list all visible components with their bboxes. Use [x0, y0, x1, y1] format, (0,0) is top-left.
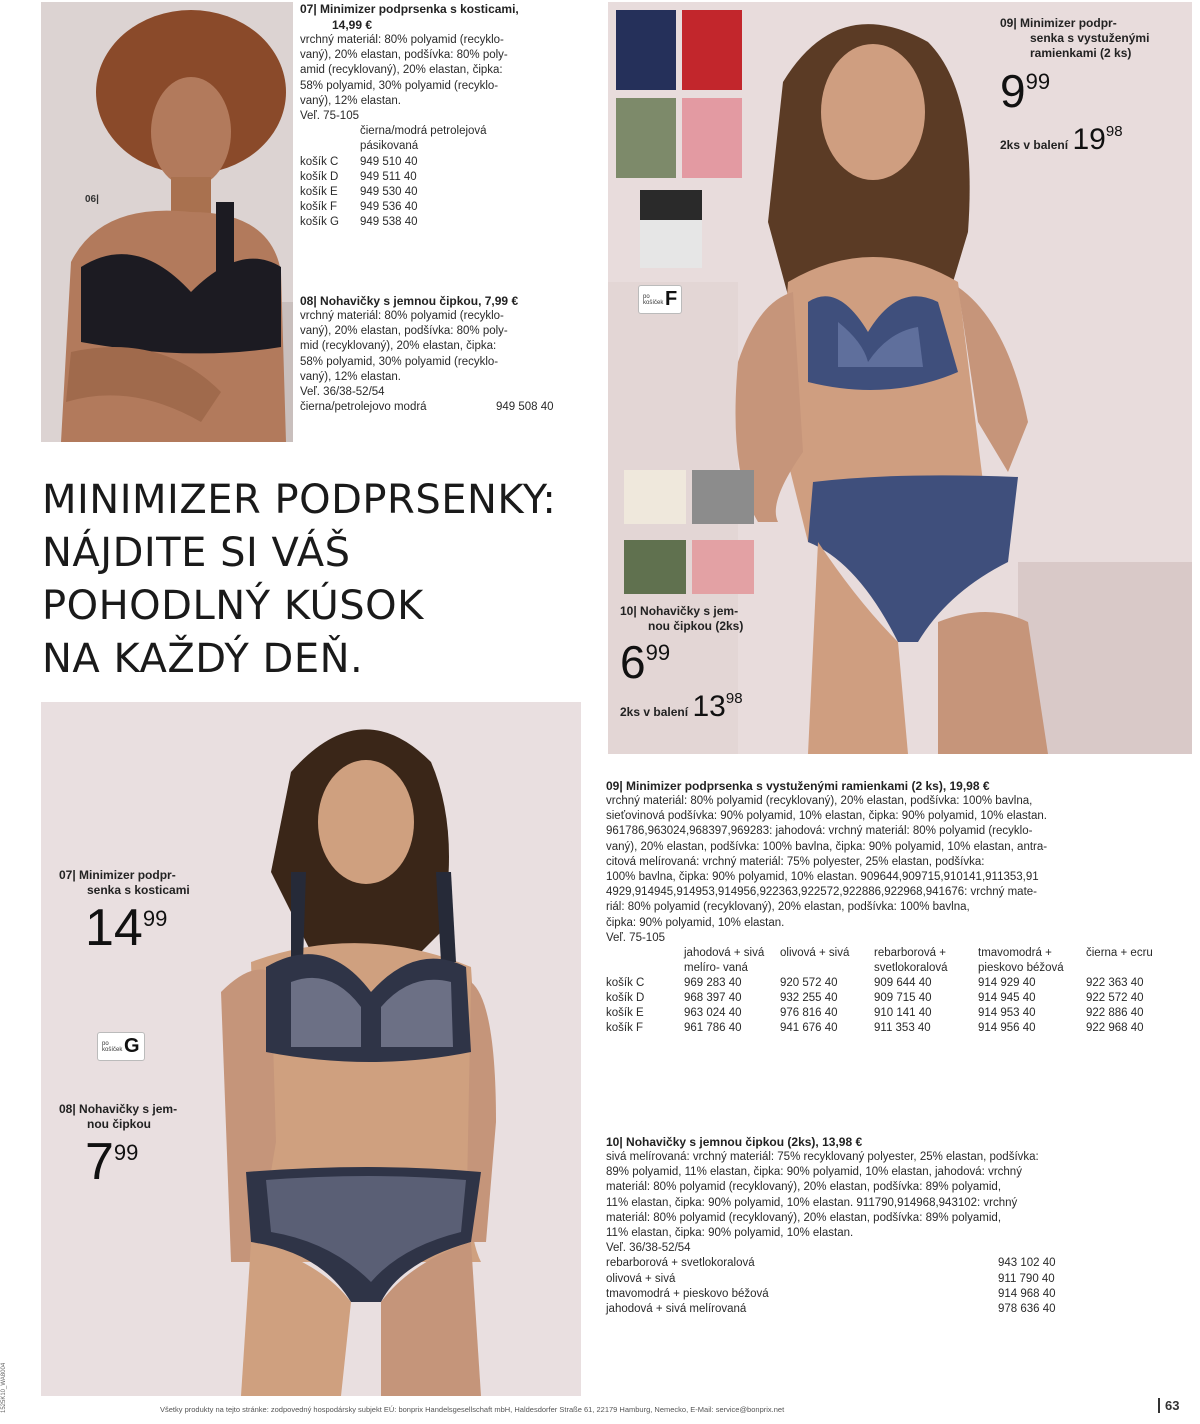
product-08-heading: 08| Nohavičky s jemnou čipkou, 7,99 € — [300, 294, 519, 308]
article-code: 922 968 40 — [1086, 1022, 1144, 1035]
column-header: jahodová + sivá melíro- vaná — [684, 947, 765, 975]
product-10-heading: 10| Nohavičky s jemnou čipkou (2ks), 13,98 € — [606, 1135, 863, 1149]
tag-name-line: nou čipkou — [87, 1117, 151, 1131]
price-int: 9 — [1000, 65, 1026, 117]
pack-label: 2ks v balení — [620, 705, 689, 719]
article-code: 911 353 40 — [874, 1022, 931, 1035]
cup-row — [300, 215, 600, 230]
color-name: jahodová + sivá melírovaná — [606, 1303, 747, 1316]
tag-name-line: 10| Nohavičky s jem- — [620, 604, 739, 618]
pack-dec: 98 — [725, 690, 743, 707]
material-line: 58% polyamid, 30% polyamid (recyklo- — [300, 79, 499, 92]
material-line: čipka: 90% polyamid, 10% elastan. — [606, 916, 785, 929]
color-row — [606, 1272, 1194, 1287]
product-08-material — [300, 309, 600, 415]
article-code: 968 397 40 — [684, 992, 742, 1005]
material-line: 11% elastan, čipka: 90% polyamid, 10% elastan. — [606, 1227, 854, 1240]
cup-badge-f — [638, 285, 682, 314]
badge-caption: po košíček — [643, 293, 664, 306]
page-number-value: 63 — [1165, 1398, 1180, 1413]
photo-model-09-10 — [608, 2, 1192, 754]
tag-price — [59, 899, 259, 957]
material-line: 11% elastan, čipka: 90% polyamid, 10% elastan. 911790,914968,943102: vrchný — [606, 1196, 1018, 1209]
price-tag-07 — [59, 868, 259, 957]
cup-size: košík E — [606, 1007, 644, 1020]
price-tag-09 — [1000, 16, 1190, 157]
cup-row — [300, 155, 600, 170]
footer-legal-text: Všetky produkty na tejto stránke: zodpovedný hospodársky subjekt EÚ: bonprix Handelsgesellschaft mbH, Haldesdorfer Straße 61, 22179 Hamburg, Nemecko, E-Mail: service@bonprix.net — [160, 1405, 785, 1414]
price-dec: 99 — [113, 1140, 139, 1165]
tag-name-line: nou čipkou (2ks) — [648, 619, 744, 633]
article-code: 922 886 40 — [1086, 1007, 1144, 1020]
color-row — [606, 1287, 1194, 1302]
article-code: 963 024 40 — [684, 1007, 742, 1020]
article-code: 941 676 40 — [780, 1022, 838, 1035]
tag-name-line: 08| Nohavičky s jem- — [59, 1102, 178, 1116]
material-line: 58% polyamid, 30% polyamid (recyklo- — [300, 355, 499, 368]
color-row — [300, 400, 600, 415]
article-code: 914 953 40 — [978, 1007, 1036, 1020]
size-range: Veľ. 75-105 — [606, 931, 665, 944]
article-code: 978 636 40 — [998, 1303, 1056, 1316]
size-range: Veľ. 36/38-52/54 — [300, 386, 385, 399]
article-code: 914 956 40 — [978, 1022, 1036, 1035]
page-number — [1158, 1398, 1179, 1413]
color-name: rebarborová + svetlokoralová — [606, 1257, 755, 1270]
material-line: vaný), 12% elastan. — [300, 94, 402, 107]
article-code: 909 715 40 — [874, 992, 932, 1005]
tag-price — [1000, 65, 1190, 117]
article-code: 949 508 40 — [496, 401, 554, 414]
product-10-details — [606, 1134, 1194, 1317]
cup-size: košík G — [300, 216, 339, 229]
color-row — [606, 1256, 1194, 1271]
product-09-heading: 09| Minimizer podprsenka s vystuženými ramienkami (2 ks), 19,98 € — [606, 779, 990, 793]
material-line: citová melírovaná: vrchný materiál: 75% polyester, 25% elastan, podšívka: — [606, 855, 985, 868]
price-tag-10 — [620, 604, 820, 724]
page-headline — [42, 474, 602, 686]
cup-row — [300, 200, 600, 215]
material-line: 961786,963024,968397,969283: jahodová: vrchný materiál: 80% polyamid (recyklo- — [606, 825, 1033, 838]
cup-size: košík F — [300, 201, 338, 214]
table-row — [606, 1006, 1176, 1021]
article-code: 914 968 40 — [998, 1287, 1056, 1300]
material-line: materiál: 80% polyamid (recyklovaný), 20% elastan, podšívka: 89% polyamid, — [606, 1181, 1002, 1194]
cup-size: košík C — [300, 155, 339, 168]
headline-line: POHODLNÝ KÚSOK — [42, 583, 424, 629]
price-dec: 99 — [645, 640, 671, 665]
color-name: tmavomodrá + pieskovo béžová — [606, 1287, 769, 1300]
table-row — [606, 1021, 1176, 1036]
cup-size: košík E — [300, 186, 338, 199]
product-09-material — [606, 794, 1194, 946]
article-code: 911 790 40 — [998, 1272, 1055, 1285]
photo-model-06 — [41, 2, 293, 442]
material-line: amid (recyklovaný), 20% elastan, čipka: — [300, 64, 503, 77]
material-line: riál: 80% polyamid (recyklovaný), 20% elastan, podšívka: 100% bavlna, — [606, 901, 970, 914]
price-tag-08 — [59, 1102, 259, 1191]
article-code: 910 141 40 — [874, 1007, 932, 1020]
article-code: 914 929 40 — [978, 977, 1036, 990]
tag-name-line: 09| Minimizer podpr- — [1000, 16, 1117, 30]
article-code: 949 536 40 — [360, 201, 418, 214]
tag-name-line: senka s kosticami — [87, 883, 190, 897]
material-line: 100% bavlna, čipka: 90% polyamid, 10% elastan. 909644,909715,910141,911353,91 — [606, 871, 1039, 884]
article-code: 949 530 40 — [360, 186, 418, 199]
material-line: sieťovinová podšívka: 90% polyamid, 10% elastan, čipka: 90% polyamid, 10% elastan. — [606, 810, 1047, 823]
material-line: vaný), 12% elastan. — [300, 370, 402, 383]
article-code: 920 572 40 — [780, 977, 838, 990]
price-int: 7 — [85, 1133, 114, 1191]
material-line: mid (recyklovaný), 20% elastan, čipka: — [300, 340, 497, 353]
pack-int: 19 — [1072, 123, 1106, 156]
color-row — [606, 1302, 1194, 1317]
tag-name-line: 07| Minimizer podpr- — [59, 868, 176, 882]
product-08-details — [300, 293, 600, 415]
column-header: rebarborová + svetlokoralová — [874, 947, 948, 975]
cup-row — [300, 170, 600, 185]
table-header-row — [606, 946, 1176, 976]
article-code: 961 786 40 — [684, 1022, 742, 1035]
color-name: olivová + sivá — [606, 1272, 676, 1285]
price-dec: 99 — [1025, 69, 1051, 94]
price-dec: 99 — [142, 906, 168, 931]
pack-int: 13 — [692, 690, 726, 723]
side-code: 1525K10_WA8004 — [1, 1362, 7, 1413]
headline-line: NÁJDITE SI VÁŠ — [42, 530, 351, 576]
tag-price — [620, 636, 820, 688]
material-line: vaný), 20% elastan, podšívka: 80% poly- — [300, 325, 508, 338]
table-row — [606, 976, 1176, 991]
material-line: vaný), 20% elastan, podšívka: 100% bavlna, čipka: 90% polyamid, 10% elastan, antra- — [606, 840, 1048, 853]
pack-label: 2ks v balení — [1000, 138, 1069, 152]
article-code: 949 538 40 — [360, 216, 418, 229]
article-code: 932 255 40 — [780, 992, 838, 1005]
tag-name-line: ramienkami (2 ks) — [1030, 46, 1132, 60]
article-code: 909 644 40 — [874, 977, 932, 990]
badge-letter: G — [124, 1035, 140, 1057]
column-header: olivová + sivá — [780, 947, 850, 960]
material-line: sivá melírovaná: vrchný materiál: 75% recyklovaný polyester, 25% elastan, podšívka: — [606, 1151, 1039, 1163]
pack-dec: 98 — [1105, 123, 1123, 140]
product-09-code-table — [606, 946, 1176, 1036]
cup-size: košík D — [300, 170, 339, 183]
product-07-details — [300, 2, 600, 231]
color-name: čierna/petrolejovo modrá — [300, 401, 427, 414]
article-code: 969 283 40 — [684, 977, 742, 990]
product-09-details — [606, 778, 1194, 1036]
pack-price — [620, 690, 820, 724]
column-header: čierna + ecru — [1086, 947, 1153, 960]
article-code: 914 945 40 — [978, 992, 1036, 1005]
material-line: 89% polyamid, 11% elastan, čipka: 90% polyamid, 10% elastan, jahodová: vrchný — [606, 1166, 1022, 1179]
tag-price — [59, 1133, 259, 1191]
price-int: 6 — [620, 636, 646, 688]
article-code: 976 816 40 — [780, 1007, 838, 1020]
photo-label-06: 06| — [85, 194, 99, 205]
size-range: Veľ. 75-105 — [300, 110, 359, 123]
material-line: vrchný materiál: 80% polyamid (recyklo- — [300, 310, 504, 322]
cup-size: košík F — [606, 1022, 644, 1035]
article-code: 949 510 40 — [360, 155, 418, 168]
material-line: vaný), 20% elastan, podšívka: 80% poly- — [300, 49, 508, 62]
material-line: materiál: 80% polyamid (recyklovaný), 20% elastan, podšívka: 89% polyamid, — [606, 1211, 1002, 1224]
material-line: 4929,914945,914953,914956,922363,922572,922886,922968,941676: vrchný mate- — [606, 886, 1037, 899]
pack-price — [1000, 123, 1190, 157]
cup-size: košík C — [606, 977, 645, 990]
product-07-heading: 07| Minimizer podprsenka s kosticami, — [300, 2, 519, 16]
color-name: čierna/modrá petrolejová — [360, 125, 487, 138]
price-int: 14 — [85, 899, 143, 957]
article-code: 943 102 40 — [998, 1257, 1056, 1270]
product-07-material — [300, 33, 600, 231]
cup-row — [300, 185, 600, 200]
headline-line: MINIMIZER PODPRSENKY: — [42, 477, 557, 523]
color-name: pásikovaná — [360, 140, 419, 153]
material-line: vrchný materiál: 80% polyamid (recyklovaný), 20% elastan, podšívka: 100% bavlna, — [606, 795, 1033, 807]
tag-name-line: senka s vystuženými — [1030, 31, 1150, 45]
size-range: Veľ. 36/38-52/54 — [606, 1242, 691, 1255]
article-code: 949 511 40 — [360, 170, 417, 183]
product-07-price: 14,99 € — [332, 18, 373, 32]
column-header: tmavomodrá + pieskovo béžová — [978, 947, 1064, 975]
cup-badge-g — [97, 1032, 145, 1061]
article-code: 922 572 40 — [1086, 992, 1144, 1005]
table-row — [606, 991, 1176, 1006]
headline-line: NA KAŽDÝ DEŇ. — [42, 636, 364, 682]
cup-size: košík D — [606, 992, 645, 1005]
product-10-material — [606, 1150, 1194, 1317]
badge-caption: po košíček — [102, 1040, 123, 1053]
material-line: vrchný materiál: 80% polyamid (recyklo- — [300, 34, 504, 46]
photo-model-07-08 — [41, 702, 581, 1396]
article-code: 922 363 40 — [1086, 977, 1144, 990]
badge-letter: F — [665, 288, 678, 310]
